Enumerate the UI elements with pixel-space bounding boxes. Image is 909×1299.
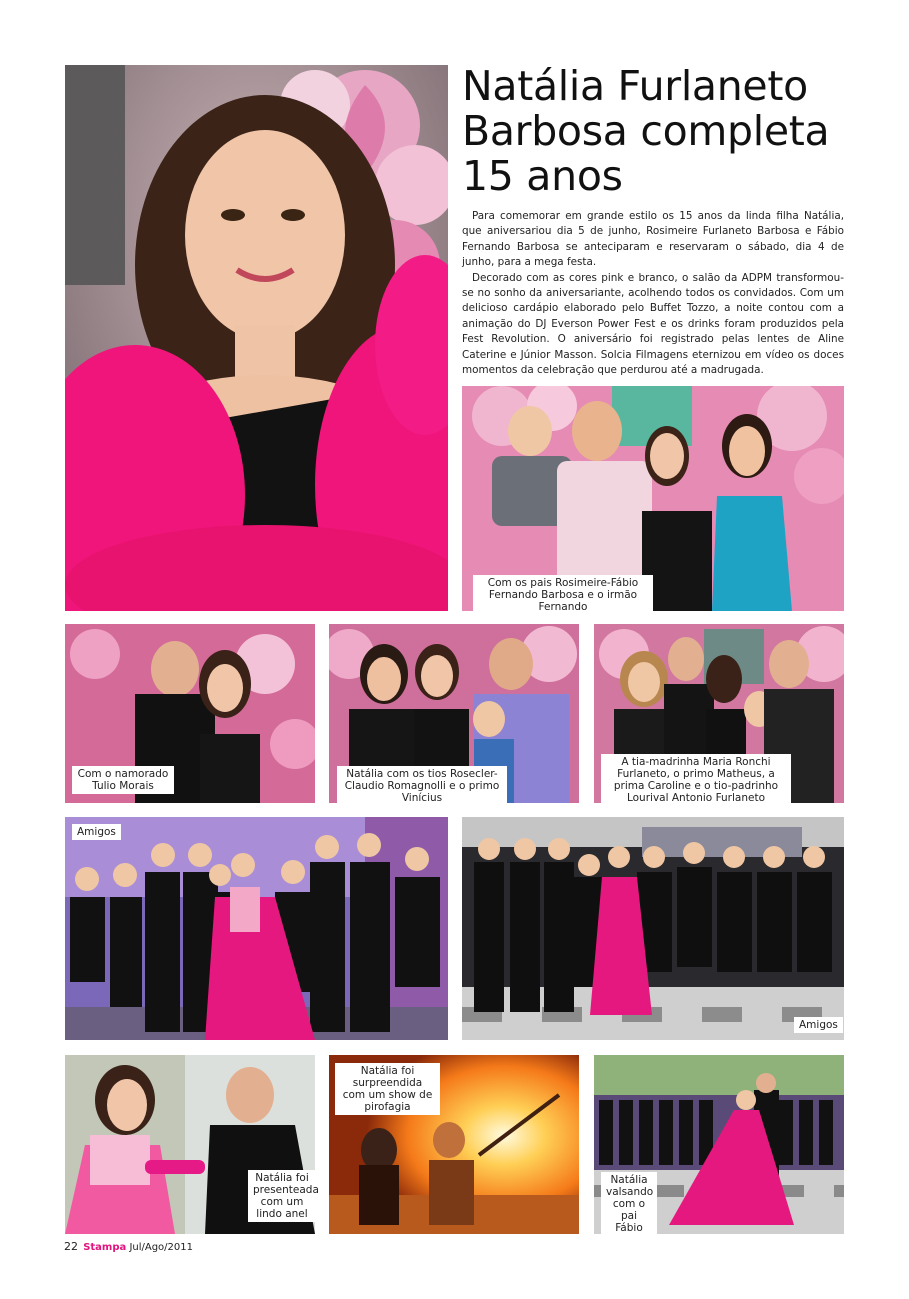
page-number: 22 [64,1240,78,1253]
ring-caption: Natália foi presenteada com um lindo anel [248,1170,316,1222]
godparents-caption: A tia-madrinha Maria Ronchi Furlaneto, o primo Matheus, a prima Caroline e o tio-padrinho Lourival Antonio Furlaneto [601,754,791,806]
article-paragraph: Decorado com as cores pink e branco, o salão da ADPM transformou-se no sonho da aniversariante, acolhendo todos os convidados. Com um delicioso cardápio elaborado pelo Buffet Tozzo, a noite contou com a animação do DJ Everson Power Fest e os drinks foram produzidos pela Fest Revolution. O aniversário foi registrado pelas lentes de Aline Caterine e Júnior Masson. Solcia Filmagens eternizou em vídeo os doces momentos da celebração que perdurou até a madrugada. [462,271,844,377]
friends-caption-right: Amigos [794,1017,843,1033]
portrait-photo [65,65,448,611]
article-body [462,209,844,378]
waltz-caption: Natália valsando com o pai Fábio [601,1172,657,1236]
article-paragraph: Para comemorar em grande estilo os 15 anos da linda filha Natália, que aniversariou dia 5 de junho, Rosimeire Furlaneto Barbosa e Fábio Fernando Barbosa se anteciparam e reservaram o sábado, dia 4 de junho, para a mega festa. [462,210,844,269]
parents-caption: Com os pais Rosimeire-Fábio Fernando Barbosa e o irmão Fernando [473,575,653,615]
friends-caption-left: Amigos [72,824,121,840]
boyfriend-caption: Com o namorado Tulio Morais [72,766,174,794]
friends-photo-left [65,817,448,1040]
fire-caption: Natália foi surpreendida com um show de pirofagia [335,1063,440,1115]
magazine-brand: Stampa [83,1242,127,1253]
page-footer [64,1240,193,1253]
friends-photo-right [462,817,844,1040]
article-title: Natália Furlaneto Barbosa completa 15 anos [462,62,830,200]
uncles-caption: Natália com os tios Rosecler-Claudio Romagnolli e o primo Vinícius [337,766,507,806]
issue-date: Jul/Ago/2011 [129,1242,193,1253]
